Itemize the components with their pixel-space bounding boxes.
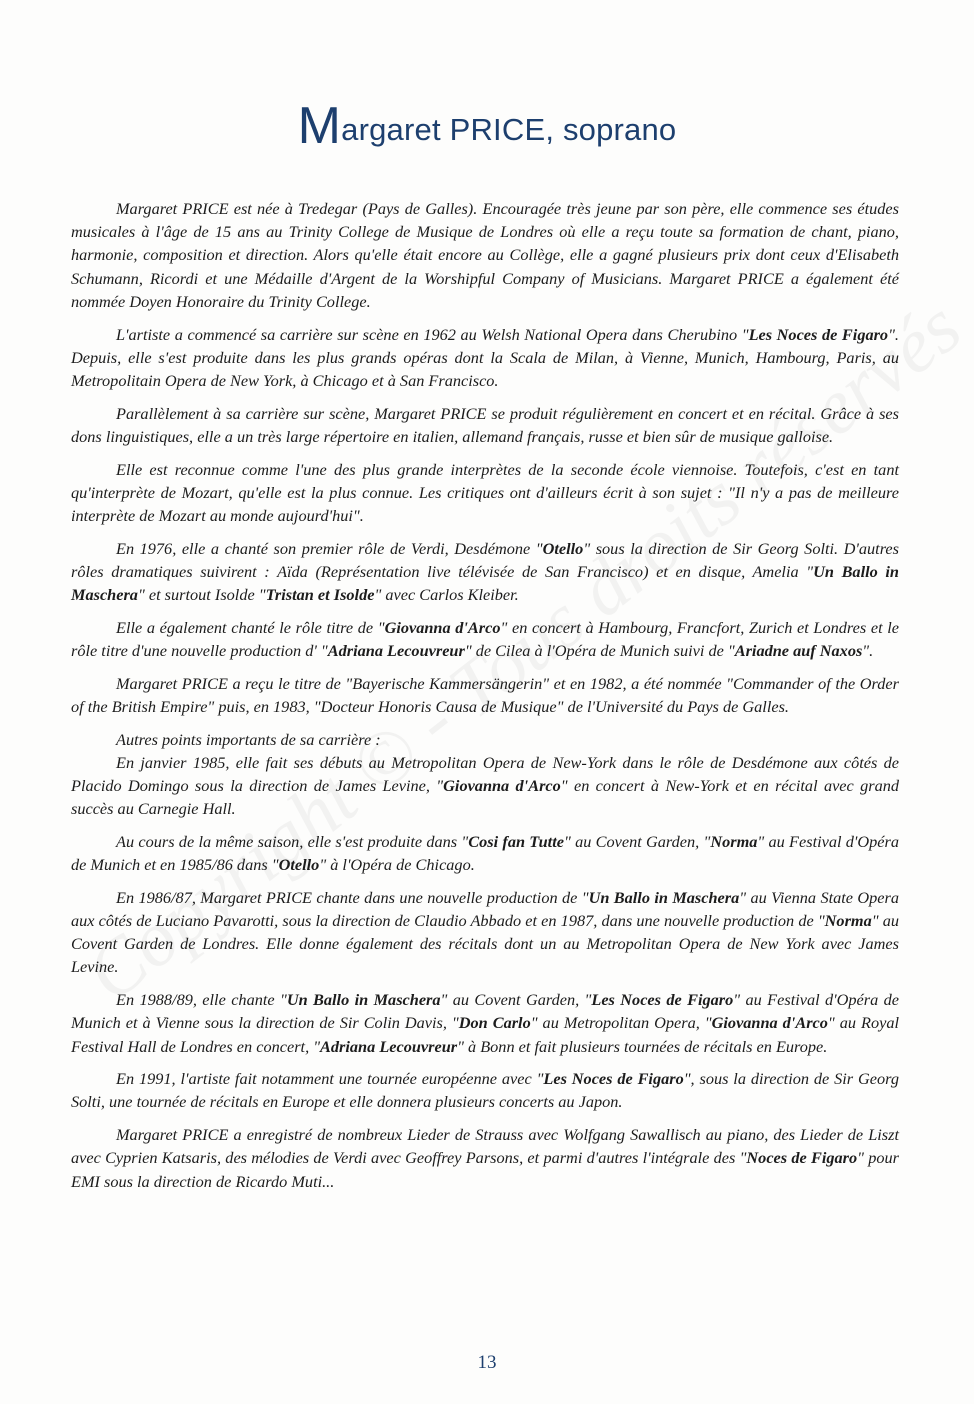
paragraph bbox=[71, 886, 899, 979]
text-run: ". Depuis, elle s'est produite dans les plus grands opéras dont la Scala de Milan, à Vienne, Munich, Hambourg, Paris, au Metropolitain Opera de New York, à Chicago et à San Francisco. bbox=[71, 324, 899, 390]
text-run: " au Covent Garden de Londres. Elle donne également des récitals dont un au Metropolitan Opera de New York avec James Levine. bbox=[71, 910, 899, 977]
paragraph bbox=[71, 988, 899, 1058]
paragraph bbox=[71, 197, 899, 313]
paragraph bbox=[71, 323, 899, 393]
paragraph bbox=[71, 751, 899, 821]
text-run: Margaret PRICE est née à Tredegar (Pays de Galles). Encouragée très jeune par son père, elle commence ses études musicales à l'âge de 15 ans au Trinity College de Musique de Londres où elle a reçu toute sa formation de chant, piano, harmonie, composition et direction. Alors qu'elle était encore au Collège, elle a gagné plusieurs prix dont ceux d'Elisabeth Schumann, Ricordi et une Médaille d'Argent de la Worshipful Company of Musicians. Margaret PRICE a également été nommée Doyen Honoraire du Trinity College. bbox=[71, 199, 899, 311]
work-title: Ariadne auf Naxos bbox=[734, 640, 863, 660]
text-run: En 1988/89, elle chante " bbox=[116, 990, 287, 1010]
text-run: " au Festival d'Opéra de Munich et en 1985/86 dans " bbox=[71, 831, 899, 875]
work-title: Adriana Lecouvreur bbox=[327, 640, 465, 660]
text-run: " au Royal Festival Hall de Londres en concert, " bbox=[71, 1013, 899, 1056]
work-title: Norma bbox=[710, 831, 758, 851]
work-title: Norma bbox=[824, 910, 872, 930]
paragraph bbox=[71, 728, 899, 751]
text-run: " au Festival d'Opéra de Munich et à Vienne sous la direction de Sir Colin Davis, " bbox=[71, 990, 900, 1033]
paragraph bbox=[71, 830, 899, 876]
text-run: " au Covent Garden, " bbox=[440, 990, 592, 1010]
text-run: " à Bonn et fait plusieurs tournées de récitals en Europe. bbox=[457, 1036, 828, 1056]
page-title bbox=[0, 96, 974, 156]
text-run: " en concert à New-York et en récital avec grand succès au Carnegie Hall. bbox=[71, 775, 900, 819]
text-run: Au cours de la même saison, elle s'est produite dans " bbox=[116, 831, 469, 851]
paragraph bbox=[71, 1123, 899, 1193]
text-run: Margaret PRICE a reçu le titre de "Bayerische Kammersängerin" et en 1982, a été nommée "Commander of the Order of the British Empire" puis, en 1983, "Docteur Honoris Causa de Musique" de l'Université du Pays de Galles. bbox=[71, 673, 899, 716]
text-run: En janvier 1985, elle fait ses débuts au Metropolitan Opera de New-York dans le rôle de Desdémone aux côtés de Placido Domingo sous la direction de James Levine, " bbox=[71, 752, 899, 795]
work-title: Noces de Figaro bbox=[746, 1148, 858, 1168]
text-run: " pour EMI sous la direction de Ricardo Muti... bbox=[71, 1148, 899, 1191]
text-run: En 1986/87, Margaret PRICE chante dans une nouvelle production de " bbox=[116, 887, 589, 907]
paragraph bbox=[71, 402, 899, 448]
title-rest: argaret PRICE, soprano bbox=[341, 112, 677, 147]
text-run: Parallèlement à sa carrière sur scène, Margaret PRICE se produit régulièrement en concert et en récital. Grâce à ses dons linguistiques, elle a un très large répertoire en italien, allemand français, russe et bien sûr de musique galloise. bbox=[71, 403, 899, 446]
text-run: ", sous la direction de Sir Georg Solti, une tournée de récitals en Europe et elle donnera plusieurs concerts au Japon. bbox=[71, 1069, 899, 1112]
page-number: 13 bbox=[477, 1352, 497, 1373]
text-run: Elle est reconnue comme l'une des plus grande interprètes de la seconde école viennoise. Toutefois, c'est en tant qu'interprète de Mozart, qu'elle est la plus connue. Les critiques ont d'ailleurs écrit à son sujet : "Il n'y a pas de meilleure interprète de Mozart au monde aujourd'hui". bbox=[71, 459, 899, 525]
text-run: " au Metropolitan Opera, " bbox=[530, 1013, 712, 1033]
text-run: " de Cilea à l'Opéra de Munich suivi de " bbox=[464, 640, 735, 660]
text-run: " à l'Opéra de Chicago. bbox=[319, 855, 475, 875]
text-run: " en concert à Hambourg, Francfort, Zurich et Londres et le rôle titre d'une nouvelle production d' " bbox=[71, 617, 900, 660]
paragraph bbox=[71, 616, 899, 662]
text-run: " au Covent Garden, " bbox=[563, 831, 711, 851]
work-title: Un Ballo in Maschera bbox=[286, 990, 441, 1010]
work-title: Don Carlo bbox=[458, 1013, 531, 1033]
text-run: " au Vienna State Opera aux côtés de Luciano Pavarotti, sous la direction de Claudio Abbado et en 1987, dans une nouvelle production de " bbox=[71, 887, 899, 930]
paragraph bbox=[71, 672, 899, 718]
biography-body bbox=[71, 197, 899, 1202]
work-title: Giovanna d'Arco bbox=[384, 617, 501, 637]
work-title: Otello bbox=[278, 855, 320, 875]
work-title: Adriana Lecouvreur bbox=[320, 1036, 458, 1056]
text-run: ". bbox=[862, 640, 874, 660]
paragraph bbox=[71, 458, 899, 528]
work-title: Giovanna d'Arco bbox=[443, 775, 561, 795]
paragraph bbox=[71, 537, 899, 607]
title-initial: M bbox=[297, 97, 342, 155]
work-title: Un Ballo in Maschera bbox=[588, 887, 740, 907]
text-run: En 1991, l'artiste fait notamment une tournée européenne avec " bbox=[116, 1069, 544, 1089]
text-run: Autres points importants de sa carrière : bbox=[116, 729, 381, 749]
work-title: Giovanna d'Arco bbox=[711, 1013, 828, 1033]
work-title: Otello bbox=[542, 538, 584, 558]
text-run: " avec Carlos Kleiber. bbox=[374, 585, 519, 605]
text-run: L'artiste a commencé sa carrière sur scène en 1962 au Welsh National Opera dans Cherubino " bbox=[116, 324, 749, 344]
work-title: Tristan et Isolde bbox=[265, 585, 375, 605]
work-title: Cosi fan Tutte bbox=[468, 831, 564, 851]
work-title: Les Noces de Figaro bbox=[748, 324, 889, 344]
text-run: " et surtout Isolde " bbox=[137, 585, 266, 605]
work-title: Les Noces de Figaro bbox=[543, 1069, 684, 1089]
text-run: Margaret PRICE a enregistré de nombreux Lieder de Strauss avec Wolfgang Sawallisch au piano, des Lieder de Liszt avec Cyprien Katsaris, des mélodies de Verdi avec Geoffrey Parsons, et parmi d'autres l'intégrale des " bbox=[71, 1125, 899, 1168]
text-run: Elle a également chanté le rôle titre de " bbox=[116, 617, 385, 637]
paragraph bbox=[71, 1067, 899, 1113]
work-title: Un Ballo in Maschera bbox=[71, 561, 899, 605]
text-run: " sous la direction de Sir Georg Solti. D'autres rôles dramatiques suivirent : Aïda (Représentation live télévisée de San Francisco) et en disque, Amelia " bbox=[71, 538, 899, 581]
text-run: En 1976, elle a chanté son premier rôle de Verdi, Desdémone " bbox=[116, 538, 543, 558]
work-title: Les Noces de Figaro bbox=[591, 990, 734, 1010]
